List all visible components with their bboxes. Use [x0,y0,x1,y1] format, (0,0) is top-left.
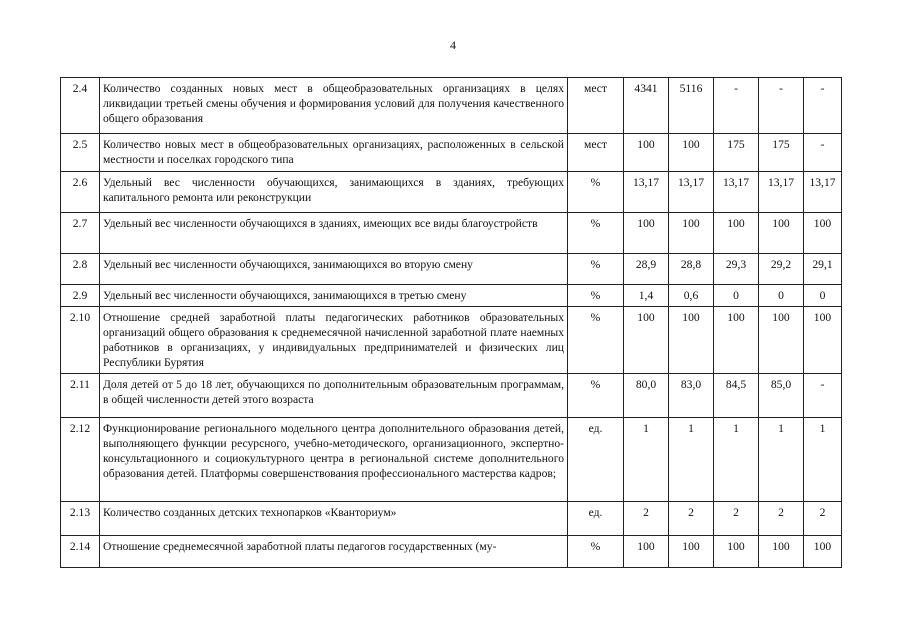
row-value: 80,0 [624,374,669,418]
row-value: 100 [714,307,759,374]
row-value: 100 [759,307,804,374]
table-row [61,213,842,254]
row-value: 100 [804,213,842,254]
row-value: 29,3 [714,254,759,285]
row-unit: ед. [568,502,624,536]
table-row [61,502,842,536]
row-value: 13,17 [624,172,669,213]
row-number: 2.7 [61,213,100,254]
row-value: 28,8 [669,254,714,285]
table-row [61,307,842,374]
row-value: 13,17 [804,172,842,213]
row-value: 100 [714,536,759,568]
row-number: 2.4 [61,78,100,134]
row-number: 2.8 [61,254,100,285]
row-value: 100 [714,213,759,254]
row-description: Количество созданных новых мест в общеобразовательных организациях в целях ликвидации третьей смены обучения и формирования условий для получения качественного общего образования [100,78,568,134]
row-unit: % [568,285,624,307]
row-value: 1 [804,418,842,502]
table-row [61,172,842,213]
row-unit: % [568,254,624,285]
row-description: Количество новых мест в общеобразовательных организациях, расположенных в сельской местности и поселках городского типа [100,134,568,172]
row-unit: мест [568,78,624,134]
row-number: 2.14 [61,536,100,568]
row-value: 13,17 [759,172,804,213]
row-unit: ед. [568,418,624,502]
row-value: - [804,134,842,172]
row-description: Количество созданных детских технопарков «Кванториум» [100,502,568,536]
table-row [61,418,842,502]
row-value: 100 [759,536,804,568]
row-value: 175 [759,134,804,172]
row-unit: % [568,536,624,568]
row-value: 100 [669,213,714,254]
row-unit: % [568,172,624,213]
page-number: 4 [450,38,456,52]
row-value: - [714,78,759,134]
row-value: 2 [624,502,669,536]
row-value: 13,17 [669,172,714,213]
row-value: 84,5 [714,374,759,418]
row-value: 1 [624,418,669,502]
row-value: 100 [669,134,714,172]
row-value: 100 [624,213,669,254]
row-number: 2.13 [61,502,100,536]
table-row [61,374,842,418]
row-value: 28,9 [624,254,669,285]
row-value: 1 [669,418,714,502]
row-number: 2.9 [61,285,100,307]
row-value: 100 [624,134,669,172]
row-unit: мест [568,134,624,172]
row-value: 83,0 [669,374,714,418]
row-unit: % [568,374,624,418]
row-number: 2.5 [61,134,100,172]
row-value: 85,0 [759,374,804,418]
indicators-table [60,77,842,568]
row-value: 2 [714,502,759,536]
row-value: 175 [714,134,759,172]
row-value: 100 [804,307,842,374]
row-description: Удельный вес численности обучающихся, занимающихся во вторую смену [100,254,568,285]
row-description: Удельный вес численности обучающихся, занимающихся в третью смену [100,285,568,307]
row-value: 5116 [669,78,714,134]
table-body [61,78,842,568]
row-value: 100 [624,307,669,374]
row-unit: % [568,307,624,374]
row-value: 0,6 [669,285,714,307]
row-value: 13,17 [714,172,759,213]
row-description: Удельный вес численности обучающихся в зданиях, имеющих все виды благоустройств [100,213,568,254]
row-value: 100 [759,213,804,254]
row-value: 100 [669,307,714,374]
row-number: 2.6 [61,172,100,213]
row-description: Отношение среднемесячной заработной платы педагогов государственных (му- [100,536,568,568]
table-row [61,254,842,285]
row-value: 2 [669,502,714,536]
row-description: Удельный вес численности обучающихся, занимающихся в зданиях, требующих капитального ремонта или реконструкции [100,172,568,213]
row-number: 2.10 [61,307,100,374]
row-value: 29,1 [804,254,842,285]
row-value: - [804,374,842,418]
row-value: 0 [804,285,842,307]
row-value: 4341 [624,78,669,134]
table-row [61,78,842,134]
row-value: 2 [804,502,842,536]
row-value: 100 [669,536,714,568]
row-value: 2 [759,502,804,536]
row-value: 0 [759,285,804,307]
row-value: 1 [759,418,804,502]
row-unit: % [568,213,624,254]
row-value: - [759,78,804,134]
row-value: 1 [714,418,759,502]
row-value: 1,4 [624,285,669,307]
row-value: 0 [714,285,759,307]
table-row [61,285,842,307]
row-value: 29,2 [759,254,804,285]
row-value: 100 [624,536,669,568]
row-description: Функционирование регионального модельного центра дополнительного образования детей, выполняющего функции ресурсного, учебно-методического, организационного, экспертно-консультационного и социокультурного центра в региональной системе дополнительного образования детей. Платформы совершенствования профессионального мастерства кадров; [100,418,568,502]
row-number: 2.12 [61,418,100,502]
row-number: 2.11 [61,374,100,418]
row-description: Отношение средней заработной платы педагогических работников образовательных организаций общего образования к среднемесячной начисленной заработной плате наемных работников в организациях, у индивидуальных предпринимателей и физических лиц Республики Бурятия [100,307,568,374]
table-row [61,134,842,172]
row-value: - [804,78,842,134]
row-description: Доля детей от 5 до 18 лет, обучающихся по дополнительным образовательным программам, в общей численности детей этого возраста [100,374,568,418]
row-value: 100 [804,536,842,568]
table-row [61,536,842,568]
